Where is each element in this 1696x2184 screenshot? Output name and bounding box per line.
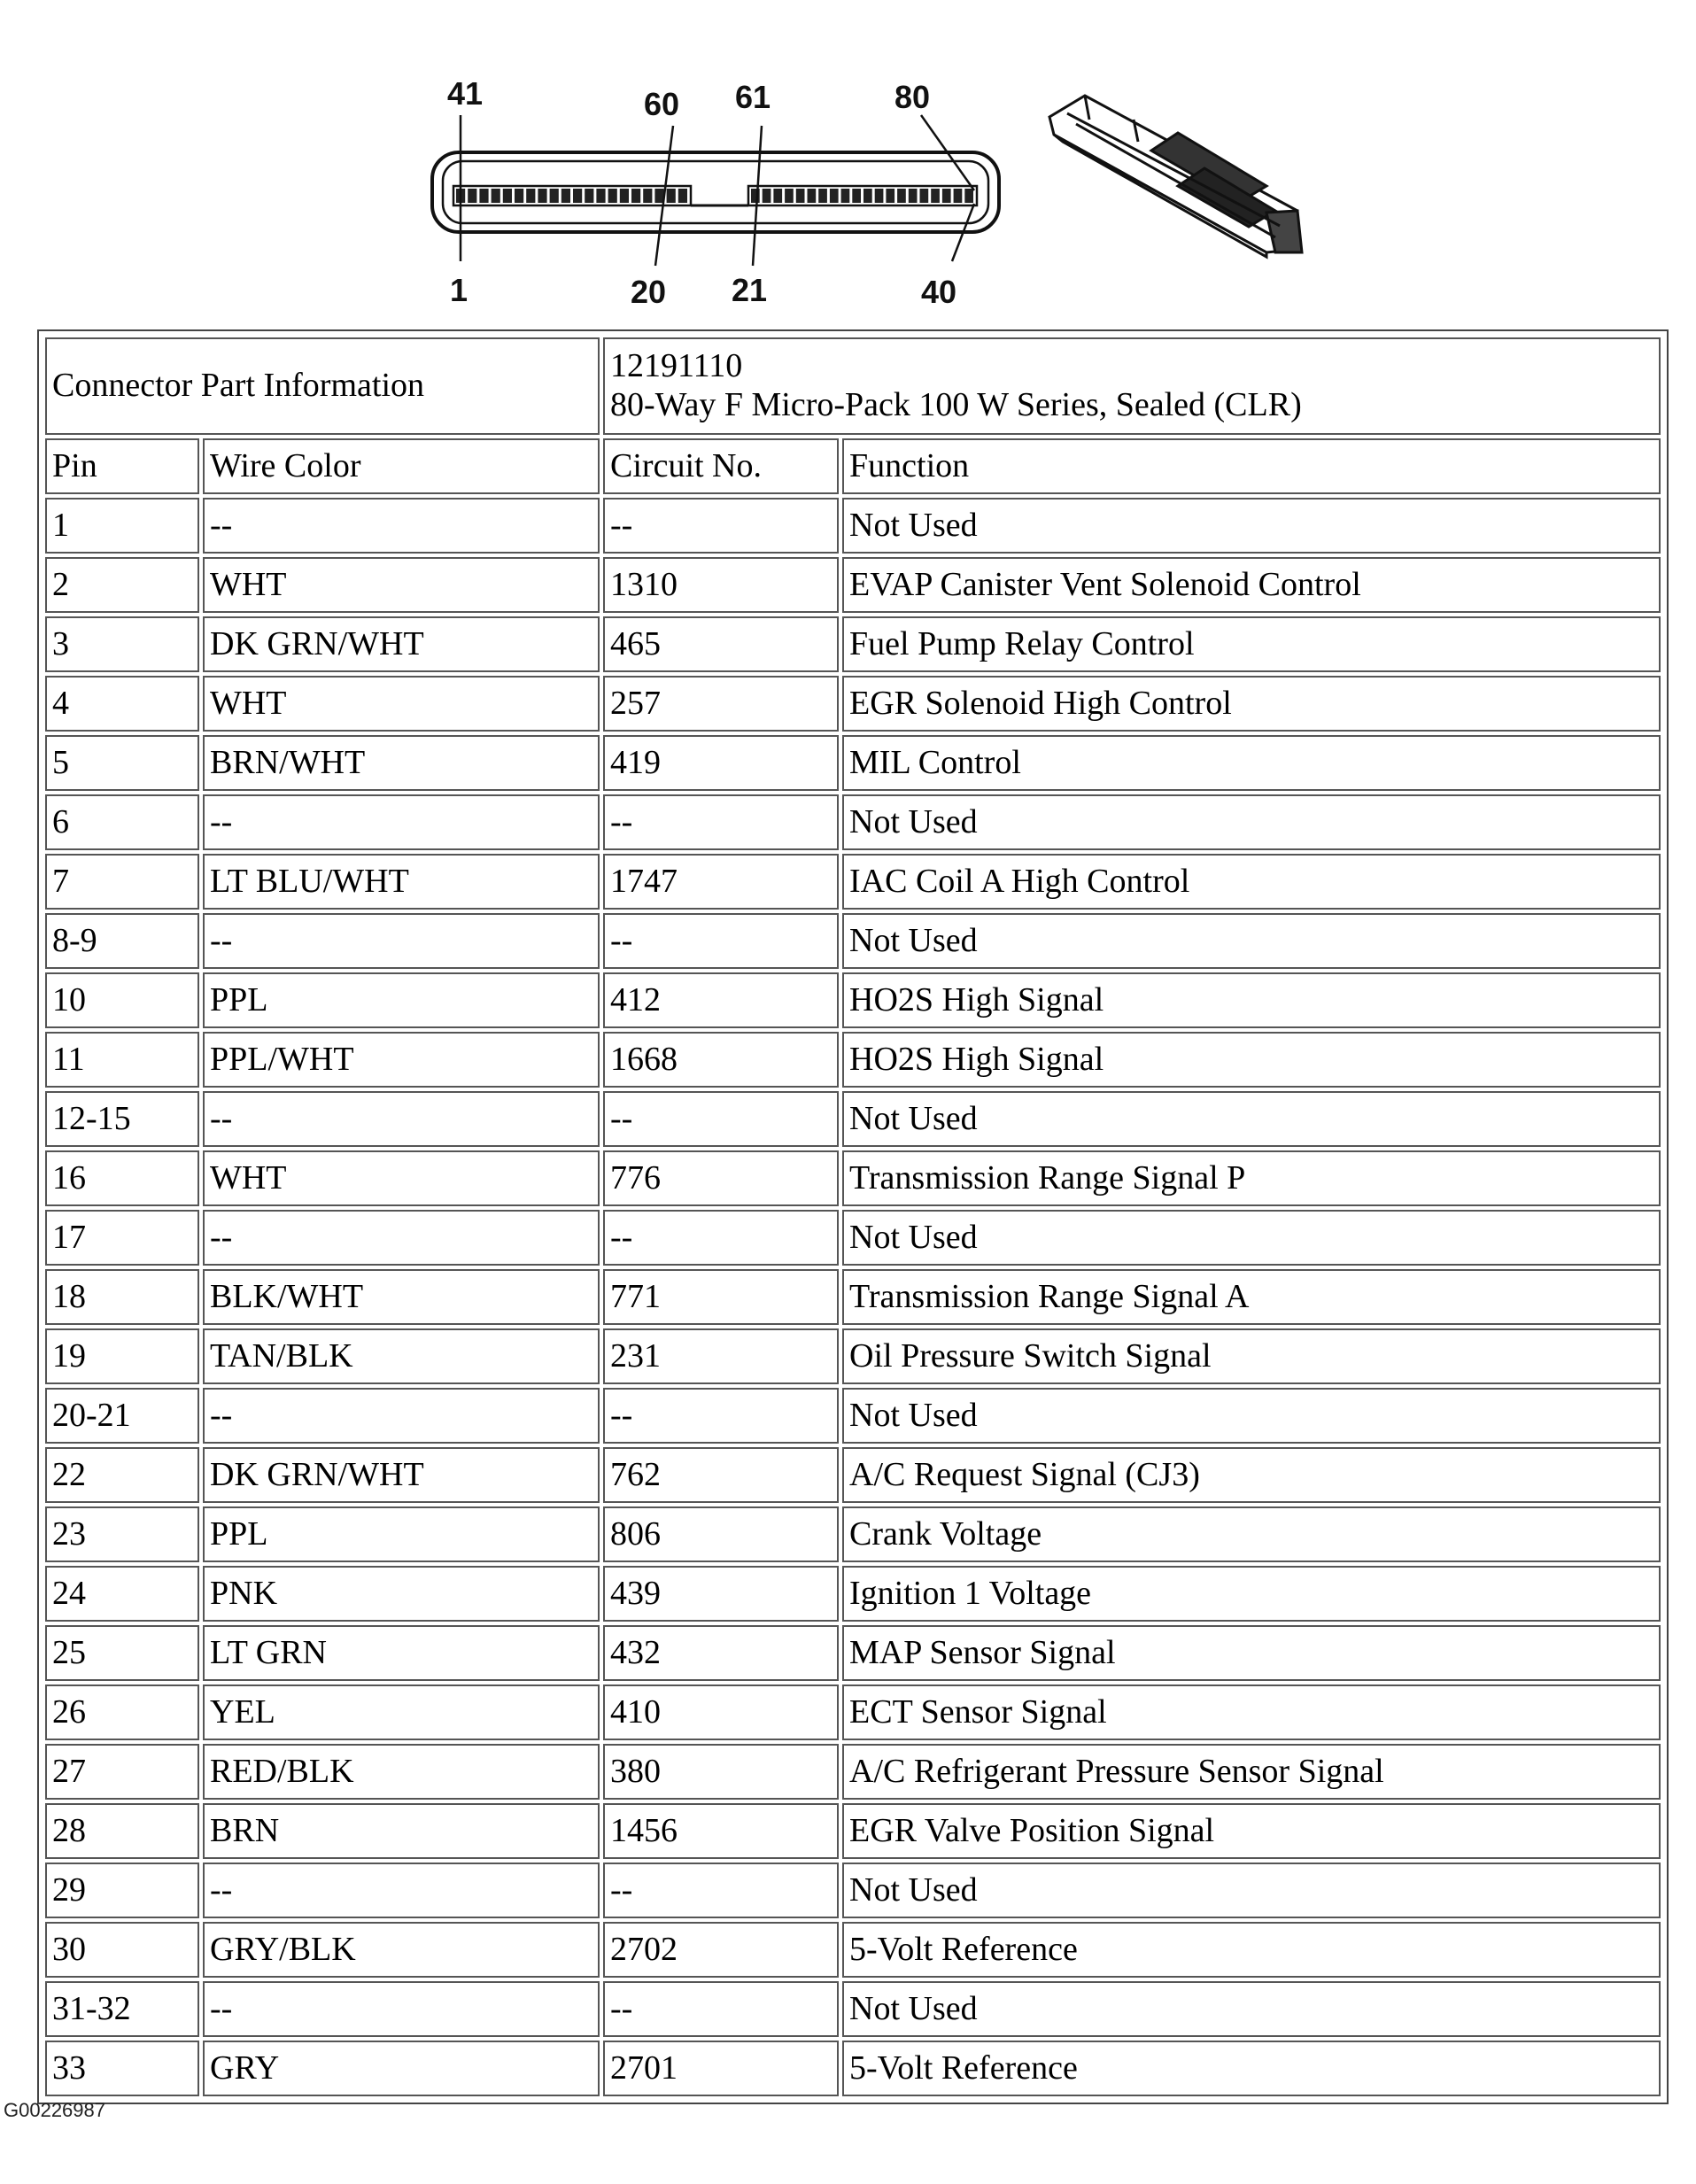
part-info-value (603, 337, 1661, 435)
table-row (45, 1566, 1661, 1622)
table-row (45, 1032, 1661, 1088)
circuit-no-cell: 1747 (603, 854, 839, 910)
figure-id: G00226987 (4, 2099, 105, 2121)
pin-cell: 22 (45, 1447, 199, 1503)
function-cell: Transmission Range Signal P (842, 1150, 1661, 1206)
pin-cell: 26 (45, 1684, 199, 1740)
table-row (45, 1863, 1661, 1918)
wire-color-cell: RED/BLK (203, 1744, 600, 1800)
table-row (45, 1684, 1661, 1740)
pin-cell: 19 (45, 1328, 199, 1384)
function-cell: Not Used (842, 1388, 1661, 1444)
pin-label-20: 20 (631, 274, 667, 310)
pin-cavity (526, 189, 535, 203)
circuit-no-cell: 439 (603, 1566, 839, 1622)
circuit-no-cell: 1310 (603, 557, 839, 613)
pin-cell: 17 (45, 1210, 199, 1266)
function-cell: 5-Volt Reference (842, 1922, 1661, 1978)
pin-label-60: 60 (644, 86, 680, 122)
function-cell: Not Used (842, 1981, 1661, 2037)
pin-cell: 23 (45, 1506, 199, 1562)
circuit-no-cell: -- (603, 1863, 839, 1918)
table-row (45, 1981, 1661, 2037)
function-cell: MAP Sensor Signal (842, 1625, 1661, 1681)
wire-color-cell: -- (203, 498, 600, 554)
pin-cavity (678, 189, 687, 203)
circuit-no-cell: -- (603, 1981, 839, 2037)
pin-cavity (608, 189, 617, 203)
wire-color-cell: DK GRN/WHT (203, 616, 600, 672)
pinout-table (42, 334, 1664, 2100)
table-row (45, 1625, 1661, 1681)
table-row (45, 1210, 1661, 1266)
pin-cavity (909, 189, 918, 203)
pin-cell: 7 (45, 854, 199, 910)
circuit-no-cell: 2702 (603, 1922, 839, 1978)
function-cell: 5-Volt Reference (842, 2041, 1661, 2096)
table-row (45, 1506, 1661, 1562)
function-cell: A/C Refrigerant Pressure Sensor Signal (842, 1744, 1661, 1800)
circuit-no-cell: 806 (603, 1506, 839, 1562)
pin-cell: 33 (45, 2041, 199, 2096)
circuit-no-cell: 432 (603, 1625, 839, 1681)
function-cell: Transmission Range Signal A (842, 1269, 1661, 1325)
function-cell: Fuel Pump Relay Control (842, 616, 1661, 672)
pin-cavity (515, 189, 523, 203)
pin-cavity (561, 189, 570, 203)
table-row (45, 557, 1661, 613)
pin-cell: 4 (45, 676, 199, 732)
pin-cavity (550, 189, 559, 203)
wire-color-cell: LT BLU/WHT (203, 854, 600, 910)
circuit-no-cell: -- (603, 1388, 839, 1444)
table-row (45, 1447, 1661, 1503)
pin-cell: 8-9 (45, 913, 199, 969)
function-cell: EGR Valve Position Signal (842, 1803, 1661, 1859)
circuit-no-cell: 2701 (603, 2041, 839, 2096)
circuit-no-cell: 257 (603, 676, 839, 732)
circuit-no-cell: -- (603, 498, 839, 554)
wire-color-cell: -- (203, 913, 600, 969)
wire-color-cell: -- (203, 1388, 600, 1444)
function-cell: Not Used (842, 1091, 1661, 1147)
circuit-no-cell: 1668 (603, 1032, 839, 1088)
pin-cavity (667, 189, 676, 203)
pin-cell: 5 (45, 735, 199, 791)
pin-cavity (818, 189, 827, 203)
header-row (45, 438, 1661, 494)
function-cell: A/C Request Signal (CJ3) (842, 1447, 1661, 1503)
pin-cavity (573, 189, 582, 203)
header-function: Function (842, 438, 1661, 494)
pin-cavity (875, 189, 884, 203)
circuit-no-cell: 762 (603, 1447, 839, 1503)
pin-cell: 30 (45, 1922, 199, 1978)
pin-cavity (479, 189, 488, 203)
table-row (45, 498, 1661, 554)
circuit-no-cell: 776 (603, 1150, 839, 1206)
wire-color-cell: -- (203, 1210, 600, 1266)
pin-cavity (808, 189, 817, 203)
wire-color-cell: BLK/WHT (203, 1269, 600, 1325)
table-row (45, 2041, 1661, 2096)
circuit-no-cell: -- (603, 794, 839, 850)
table-row (45, 1388, 1661, 1444)
part-number: 12191110 (610, 347, 743, 385)
pin-cell: 28 (45, 1803, 199, 1859)
pin-cavity (631, 189, 640, 203)
pin-cavity (643, 189, 652, 203)
function-cell: Crank Voltage (842, 1506, 1661, 1562)
circuit-no-cell: -- (603, 1210, 839, 1266)
wire-color-cell: BRN/WHT (203, 735, 600, 791)
circuit-no-cell: 771 (603, 1269, 839, 1325)
header-pin: Pin (45, 438, 199, 494)
wire-color-cell: GRY (203, 2041, 600, 2096)
pin-cell: 20-21 (45, 1388, 199, 1444)
wire-color-cell: WHT (203, 676, 600, 732)
circuit-no-cell: 231 (603, 1328, 839, 1384)
part-info-label: Connector Part Information (45, 337, 600, 435)
wire-color-cell: PNK (203, 1566, 600, 1622)
function-cell: Not Used (842, 913, 1661, 969)
pin-cavity (468, 189, 476, 203)
pin-cell: 6 (45, 794, 199, 850)
pin-cavity (503, 189, 512, 203)
pin-cavity (830, 189, 839, 203)
pin-cavity (796, 189, 805, 203)
wire-color-cell: PPL (203, 972, 600, 1028)
pin-cavity (964, 189, 973, 203)
table-row (45, 1150, 1661, 1206)
pin-cell: 1 (45, 498, 199, 554)
function-cell: Oil Pressure Switch Signal (842, 1328, 1661, 1384)
table-row (45, 1803, 1661, 1859)
pin-cell: 24 (45, 1566, 199, 1622)
circuit-no-cell: 465 (603, 616, 839, 672)
pin-label-41: 41 (447, 75, 484, 112)
wire-color-cell: PPL/WHT (203, 1032, 600, 1088)
circuit-no-cell: 1456 (603, 1803, 839, 1859)
pin-cavity (897, 189, 906, 203)
wire-color-cell: WHT (203, 1150, 600, 1206)
pin-cavity (954, 189, 963, 203)
pin-cavity (773, 189, 782, 203)
pin-cavity (785, 189, 794, 203)
pin-label-40: 40 (921, 274, 957, 310)
function-cell: Not Used (842, 498, 1661, 554)
wire-color-cell: PPL (203, 1506, 600, 1562)
wire-color-cell: YEL (203, 1684, 600, 1740)
circuit-no-cell: 380 (603, 1744, 839, 1800)
pin-cavity (863, 189, 872, 203)
function-cell: HO2S High Signal (842, 1032, 1661, 1088)
pin-cell: 16 (45, 1150, 199, 1206)
table-row (45, 616, 1661, 672)
wire-color-cell: -- (203, 1981, 600, 2037)
pin-cavity (852, 189, 861, 203)
function-cell: HO2S High Signal (842, 972, 1661, 1028)
table-row (45, 1744, 1661, 1800)
table-row (45, 1091, 1661, 1147)
pin-cavity (538, 189, 546, 203)
connector-drawing (0, 0, 1696, 319)
table-row (45, 972, 1661, 1028)
pin-cavity (942, 189, 951, 203)
function-cell: EVAP Canister Vent Solenoid Control (842, 557, 1661, 613)
pin-cavity (920, 189, 929, 203)
wire-color-cell: -- (203, 794, 600, 850)
table-row (45, 1269, 1661, 1325)
pin-cell: 27 (45, 1744, 199, 1800)
table-row (45, 1922, 1661, 1978)
pin-cell: 31-32 (45, 1981, 199, 2037)
pin-label-61: 61 (735, 79, 771, 115)
table-row (45, 1328, 1661, 1384)
pin-cavity (585, 189, 593, 203)
circuit-no-cell: 419 (603, 735, 839, 791)
pin-label-21: 21 (732, 272, 768, 308)
pin-cell: 10 (45, 972, 199, 1028)
pin-cell: 3 (45, 616, 199, 672)
pin-cell: 2 (45, 557, 199, 613)
pin-cell: 12-15 (45, 1091, 199, 1147)
function-cell: MIL Control (842, 735, 1661, 791)
wire-color-cell: LT GRN (203, 1625, 600, 1681)
circuit-no-cell: -- (603, 1091, 839, 1147)
pin-label-1: 1 (450, 272, 469, 308)
pin-cell: 11 (45, 1032, 199, 1088)
circuit-no-cell: 412 (603, 972, 839, 1028)
header-wire-color: Wire Color (203, 438, 600, 494)
function-cell: Ignition 1 Voltage (842, 1566, 1661, 1622)
circuit-no-cell: -- (603, 913, 839, 969)
pin-cavity (931, 189, 940, 203)
table-row (45, 854, 1661, 910)
wire-color-cell: TAN/BLK (203, 1328, 600, 1384)
wire-color-cell: WHT (203, 557, 600, 613)
circuit-no-cell: 410 (603, 1684, 839, 1740)
wire-color-cell: BRN (203, 1803, 600, 1859)
function-cell: Not Used (842, 1210, 1661, 1266)
pin-cavity (763, 189, 771, 203)
wire-color-cell: -- (203, 1863, 600, 1918)
wire-color-cell: GRY/BLK (203, 1922, 600, 1978)
pin-cavity (492, 189, 500, 203)
function-cell: Not Used (842, 794, 1661, 850)
table-row (45, 913, 1661, 969)
header-circuit-no: Circuit No. (603, 438, 839, 494)
function-cell: Not Used (842, 1863, 1661, 1918)
pinout-table-frame (37, 329, 1669, 2104)
pin-cavity (841, 189, 850, 203)
table-row (45, 735, 1661, 791)
pin-cell: 29 (45, 1863, 199, 1918)
pin-cavity (620, 189, 629, 203)
part-description: 80-Way F Micro-Pack 100 W Series, Sealed (CLR) (610, 386, 1302, 423)
function-cell: IAC Coil A High Control (842, 854, 1661, 910)
pin-label-80: 80 (894, 79, 931, 115)
table-row (45, 676, 1661, 732)
part-info-row (45, 337, 1661, 435)
function-cell: ECT Sensor Signal (842, 1684, 1661, 1740)
wire-color-cell: -- (203, 1091, 600, 1147)
connector-diagram (0, 0, 1696, 319)
connector-isometric-view (1049, 96, 1302, 257)
pin-cavity (596, 189, 605, 203)
function-cell: EGR Solenoid High Control (842, 676, 1661, 732)
pin-cavity (886, 189, 894, 203)
table-row (45, 794, 1661, 850)
pin-cell: 25 (45, 1625, 199, 1681)
wire-color-cell: DK GRN/WHT (203, 1447, 600, 1503)
pin-cell: 18 (45, 1269, 199, 1325)
